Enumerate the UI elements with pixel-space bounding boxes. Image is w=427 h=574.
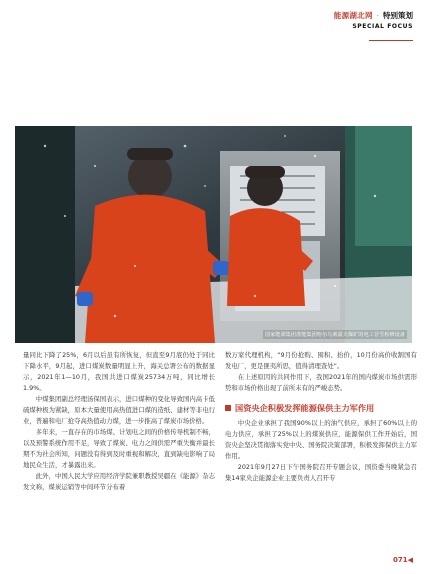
header-separator: · bbox=[376, 11, 379, 20]
section-marker bbox=[225, 405, 231, 411]
running-header bbox=[334, 10, 413, 30]
page-number: 071◀ bbox=[393, 556, 413, 564]
machinery-left bbox=[15, 126, 75, 343]
section-heading bbox=[225, 402, 417, 414]
paragraph: 在上述原因的共同作用下，我国2021年的国内煤炭市场供需形势和市场价格出现了前所未有的严峻态势。 bbox=[225, 373, 417, 392]
header-top-line bbox=[334, 10, 413, 21]
column-name-english: SPECIAL FOCUS bbox=[352, 23, 413, 30]
paragraph: 此外，中国人民大学应用经济学院兼职教授吴疆在《能源》杂志发文称，煤炭运销等中间环节分布着 bbox=[23, 472, 215, 491]
green-panel bbox=[355, 126, 412, 246]
text-column-left bbox=[23, 350, 215, 493]
paragraph: 2021年9月27日下午国务院召开专题会议，国资委当晚紧急召集14家央企能源企业主要负责人召开专 bbox=[225, 463, 417, 482]
text-column-right bbox=[225, 350, 417, 484]
paragraph: 中煤集团副总经理汤保国表示，进口煤种的变化导致国内高卡低硫煤种极为紧缺，原本大量使用高热值进口煤的造纸、建材等非电行业，普遍和电厂抢夺高热值动力煤，进一步推高了煤炭市场价格。 bbox=[23, 395, 215, 425]
paragraph: 中央企业承担了我国90%以上的油气供应，承担了60%以上的电力供应，承担了25%以上的煤炭供应，能源保供工作开始后，国资央企坚决贯彻落实党中央、国务院决策部署，积极发挥保供主力军作用。 bbox=[225, 419, 417, 460]
paragraph: 数万家代理机构，“9月份抢购、囤积、抬价，10月份高价收割国有发电厂，更是匪夷所思，值得清理查处”。 bbox=[225, 351, 417, 370]
section-title: 国资央企积极发挥能源保供主力军作用 bbox=[235, 403, 375, 413]
photo-caption: 国家能源集团准能集团哈尔乌素露天煤矿的电工冒雪检修设备 bbox=[264, 332, 405, 338]
paragraph: 多年来，一直存在的市场煤、计划电之间的价格传导机制不畅，以及预警系统作用不足，导致了煤炭、电力之间供需严重失衡并最长期不为社会所知，问题没有得到及时重视和解决，直到缺电影响了局地民众生活，才暴露出来。 bbox=[23, 428, 215, 469]
magazine-name: 能源湖北网 bbox=[333, 11, 373, 20]
header-rule bbox=[369, 40, 413, 41]
column-name: 特别策划 bbox=[383, 11, 413, 20]
paragraph: 量同比下降了25%，6月以后虽有所恢复，但直至9月底仍处于同比下降水平，9月起，进口煤炭数量明显上升，海关总署公布的数据显示，2021年1—10月，我国共进口煤炭25734万吨，同比增长1.9%。 bbox=[23, 351, 215, 392]
main-photo bbox=[15, 126, 412, 343]
photo-illustration bbox=[15, 126, 412, 343]
